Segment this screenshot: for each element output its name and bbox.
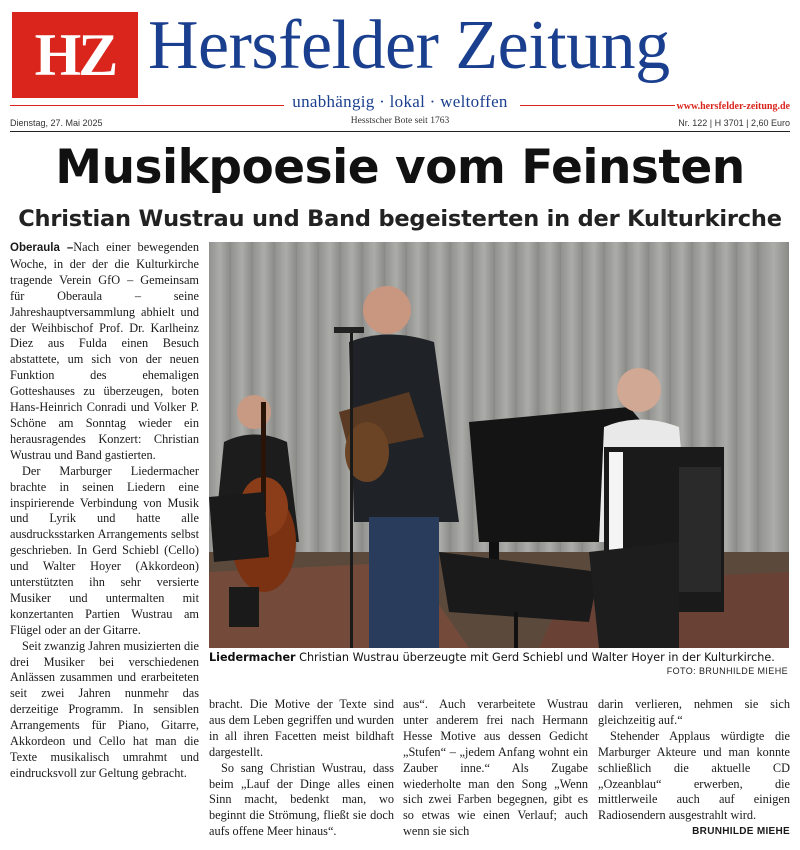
paragraph: Seit zwanzig Jahren musizierten die drei Musiker bei verschiedenen Anlässen zusammen und erarbeiteten seit zwei Jahren nunmehr das derzeitige Programm. In sensiblen Arrangements für Piano, Gitarre, Akkordeon und Cello hat man die Texte musikalisch umrahmt und eindrucksvoll zur Geltung gebracht. [10,638,199,780]
paragraph: Oberaula –Nach einer bewegenden Woche, in der der die Kulturkirche tragende Verein GfO – Gemeinsam für Oberaula – seine Jahreshauptversammlung abhielt und der Weihbischof Prof. Dr. Karlheinz Diez aus Fulda einen Besuch abstattete, um sich von der neuen Funktion des ehemaligen Gotteshauses zu überzeugen, boten Hans-Heinrich Conradi und Volker P. Schöne am Sonntag wieder ein herausragendes Konzert: Christian Wustrau und Band gastierten. [10,240,199,462]
paragraph: aus“. Auch verarbeitete Wustrau unter anderem frei nach Hermann Hesse Motive aus dessen Gedicht „Stufen“ – „jedem Anfang wohnt ein Zauber inne.“ Als Zugabe wiederholte man den Song „Wenn sich zwei Farben begegnen, gibt es so etwas wie einen Verlauf; auch wenn sie sich [403,697,588,839]
article-column-4 [598,697,790,847]
newspaper-name: Hersfelder Zeitung [148,7,670,84]
masthead-slogan: unabhängig · lokal · weltoffen [292,92,508,111]
issue-date: Dienstag, 27. Mai 2025 [10,118,103,128]
article-column-3 [403,697,588,847]
photo-caption: Liedermacher Christian Wustrau überzeugte mit Gerd Schiebl und Walter Hoyer in der Kulturkirche. [209,651,775,664]
article-subhead: Christian Wustrau und Band begeisterten in der Kulturkirche [18,206,782,232]
article-author: BRUNHILDE MIEHE [692,826,790,838]
website-link[interactable]: www.hersfelder-zeitung.de [676,101,790,112]
masthead-rule [10,131,790,132]
paragraph: darin verlieren, nehmen sie sich gleichzeitig auf.“ [598,697,790,727]
dateline: Oberaula – [10,242,74,254]
masthead-subslogan: Hesstscher Bote seit 1763 [350,116,450,126]
article-column-1 [10,240,199,846]
article-column-2 [209,697,394,847]
issue-number: Nr. 122 | H 3701 | 2,60 Euro [678,118,790,128]
hz-logo: HZ [12,12,138,98]
paragraph: bracht. Die Motive der Texte sind aus dem Leben gegriffen und wurden in all ihren Facetten meist bildhaft dargestellt. [209,697,394,759]
concert-photo [209,242,789,648]
paragraph: Stehender Applaus würdigte die Marburger Akteure und man konnte schließlich die aktuelle CD „Ozeanblau“ erwerben, die mittlerweile auch auf einigen Radiosendern ausgestrahlt wird. [598,728,790,823]
photo-credit: FOTO: BRUNHILDE MIEHE [666,666,788,676]
paragraph: So sang Christian Wustrau, dass beim „Lauf der Dinge alles einen Sinn macht, bedenkt man, wo beginnt die Strömung, fließt sie doch aufs offene Meer hinaus“. [209,760,394,839]
article-headline: Musikpoesie vom Feinsten [55,140,745,195]
paragraph: Der Marburger Liedermacher brachte in seinen Liedern eine inspirierende Verbindung von Musik und Lyrik und hatte alle ausdrucksstarken Arrangements selbst geschrieben. In Gerd Schiebl (Cello) und Walter Hoyer (Akkordeon) unterstützten ihn sehr versierte Musiker und untermalten mit konzertanten Partien Wustrau am Flügel oder an der Gitarre. [10,463,199,637]
